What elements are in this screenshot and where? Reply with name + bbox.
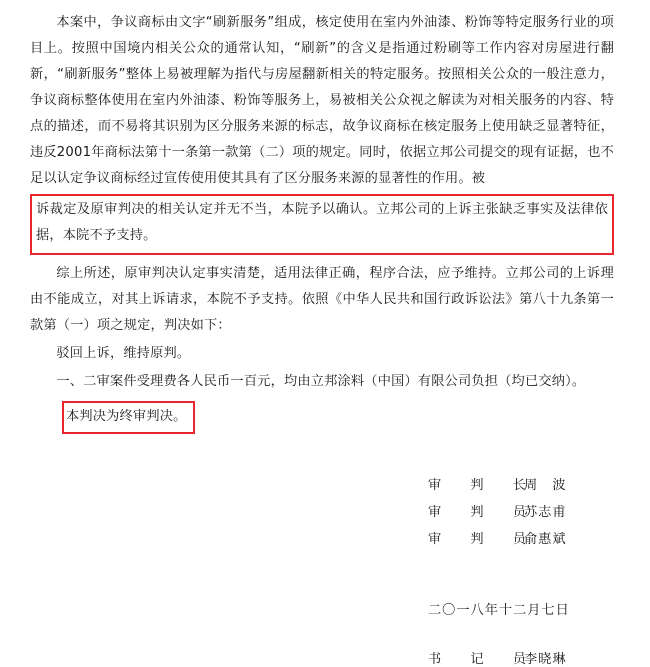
signature-row: [30, 472, 614, 499]
clerk-name: 李晓琳: [524, 652, 567, 667]
signature-row: [30, 526, 614, 553]
judgment-date: 二〇一八年十二月七日: [428, 603, 570, 618]
body-paragraph-3: 驳回上诉，维持原判。: [56, 346, 191, 361]
signature-row: [30, 499, 614, 526]
clerk-row: [30, 648, 614, 667]
clerk-title: 书 记 员: [428, 652, 534, 667]
signature-name: 苏志甫: [524, 505, 567, 520]
body-paragraph-1: 本案中，争议商标由文字“刷新服务”组成，核定使用在室内外油漆、粉饰等特定服务行业的项目上。按照中国境内相关公众的通常认知，“刷新”的含义是指通过粉刷等工作内容对房屋进行翻新，“刷新服务”整体上易被理解为指代与房屋翻新相关的特定服务。按照相关公众的一般注意力，争议商标整体使用在室内外油漆、粉饰等服务上，易被相关公众视之解读为对相关服务的内容、特点的描述，而不易将其识别为区分服务来源的标志，故争议商标在核定服务上使用缺乏显著特征，违反2001年商标法第十一条第一款第（二）项的规定。同时，依据立邦公司提交的现有证据，也不足以认定争议商标经过宣传使用使其具有了区分服务来源的显著性的作用。被: [30, 15, 614, 186]
highlighted-text-2: 本判决为终审判决。: [66, 409, 187, 424]
signature-name: 俞惠斌: [524, 532, 567, 547]
signature-name: 周 波: [524, 478, 567, 493]
body-paragraph-4: 一、二审案件受理费各人民币一百元，均由立邦涂料（中国）有限公司负担（均已交纳）。: [56, 374, 586, 389]
signature-title: 审 判 员: [428, 505, 534, 520]
signature-title: 审 判 长: [428, 478, 534, 493]
highlight-box-final-judgment: [62, 401, 195, 434]
body-paragraph-2: 综上所述，原审判决认定事实清楚，适用法律正确，程序合法，应予维持。立邦公司的上诉理由不能成立，对其上诉请求，本院不予支持。依照《中华人民共和国行政诉讼法》第八十九条第一款第（一）项之规定，判决如下：: [30, 266, 614, 333]
highlighted-text-1: 诉裁定及原审判决的相关认定并无不当，本院予以确认。立邦公司的上诉主张缺乏事实及法律依据，本院不予支持。: [36, 202, 608, 243]
signature-block: [30, 472, 614, 553]
signature-title: 审 判 员: [428, 532, 534, 547]
highlight-box-verdict-confirmation: [30, 194, 614, 255]
